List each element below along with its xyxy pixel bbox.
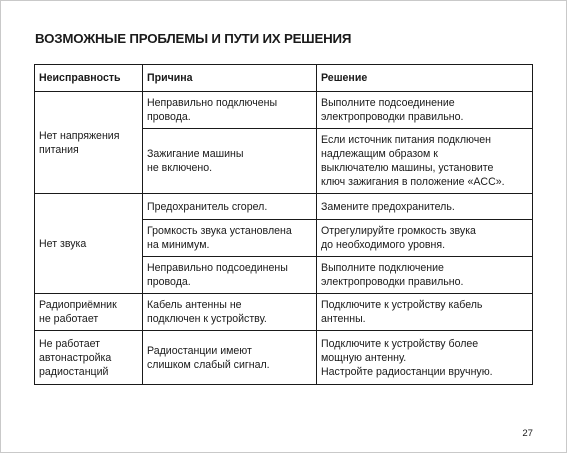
fault-text: питания — [39, 143, 79, 156]
solution-text: мощную антенну. — [321, 351, 407, 364]
solution-text: Настройте радиостанции вручную. — [321, 365, 493, 378]
cause-cell — [143, 129, 317, 194]
cause-text: провода. — [147, 111, 191, 123]
table-header-row — [35, 65, 533, 92]
solution-text: до необходимого уровня. — [321, 239, 446, 251]
fault-text: не работает — [39, 313, 99, 325]
cause-cell — [143, 331, 317, 385]
solution-text: надлежащим образом к — [321, 148, 438, 160]
header-fault: Неисправность — [35, 65, 143, 92]
solution-cell — [317, 294, 533, 331]
table-row — [35, 92, 533, 129]
cause-cell — [143, 294, 317, 331]
solution-text: выключателю машины, установите — [321, 162, 494, 174]
cause-text: слишком слабый сигнал. — [147, 358, 270, 371]
header-solution: Решение — [317, 65, 533, 92]
solution-text: Подключите к устройству кабель — [321, 299, 483, 311]
fault-cell — [35, 92, 143, 194]
solution-text: Выполните подключение — [321, 262, 444, 274]
solution-cell — [317, 257, 533, 294]
solution-text: антенны. — [321, 313, 366, 325]
fault-text: Не работает — [39, 337, 101, 350]
cause-cell — [143, 220, 317, 257]
cause-text: Зажигание машины — [147, 148, 244, 160]
table-row — [35, 194, 533, 220]
cause-text: Предохранитель сгорел. — [147, 200, 268, 213]
fault-text: Нет напряжения — [39, 129, 120, 142]
fault-text: радиостанций — [39, 365, 109, 378]
solution-cell — [317, 220, 533, 257]
cause-text: подключен к устройству. — [147, 313, 267, 325]
page-title: ВОЗМОЖНЫЕ ПРОБЛЕМЫ И ПУТИ ИХ РЕШЕНИЯ — [35, 31, 352, 46]
solution-text: Отрегулируйте громкость звука — [321, 225, 476, 237]
solution-text: Подключите к устройству более — [321, 337, 479, 350]
solution-text: Замените предохранитель. — [321, 200, 455, 213]
solution-cell — [317, 92, 533, 129]
cause-cell — [143, 194, 317, 220]
cause-text: Неправильно подсоединены — [147, 262, 288, 274]
solution-cell — [317, 194, 533, 220]
fault-cell — [35, 331, 143, 385]
fault-text: Радиоприёмник — [39, 299, 117, 311]
fault-cell — [35, 194, 143, 294]
troubleshooting-table — [34, 64, 533, 385]
table-row — [35, 294, 533, 331]
fault-cell — [35, 294, 143, 331]
header-cause: Причина — [143, 65, 317, 92]
cause-cell — [143, 257, 317, 294]
solution-text: Выполните подсоединение — [321, 97, 455, 109]
cause-text: Неправильно подключены — [147, 97, 278, 109]
solution-cell — [317, 129, 533, 194]
cause-text: на минимум. — [147, 239, 210, 251]
solution-cell — [317, 331, 533, 385]
fault-text: автонастройка — [39, 351, 112, 364]
solution-text: электропроводки правильно. — [321, 111, 464, 123]
cause-text: провода. — [147, 276, 191, 288]
cause-text: не включено. — [147, 162, 213, 174]
cause-text: Громкость звука установлена — [147, 225, 292, 237]
cause-text: Кабель антенны не — [147, 299, 242, 311]
cause-text: Радиостанции имеют — [147, 344, 252, 357]
solution-text: электропроводки правильно. — [321, 276, 464, 288]
fault-text: Нет звука — [39, 237, 87, 250]
cause-cell — [143, 92, 317, 129]
page-number: 27 — [522, 428, 533, 439]
table-row — [35, 331, 533, 385]
solution-text: ключ зажигания в положение «ACC». — [321, 176, 505, 188]
solution-text: Если источник питания подключен — [321, 134, 491, 146]
